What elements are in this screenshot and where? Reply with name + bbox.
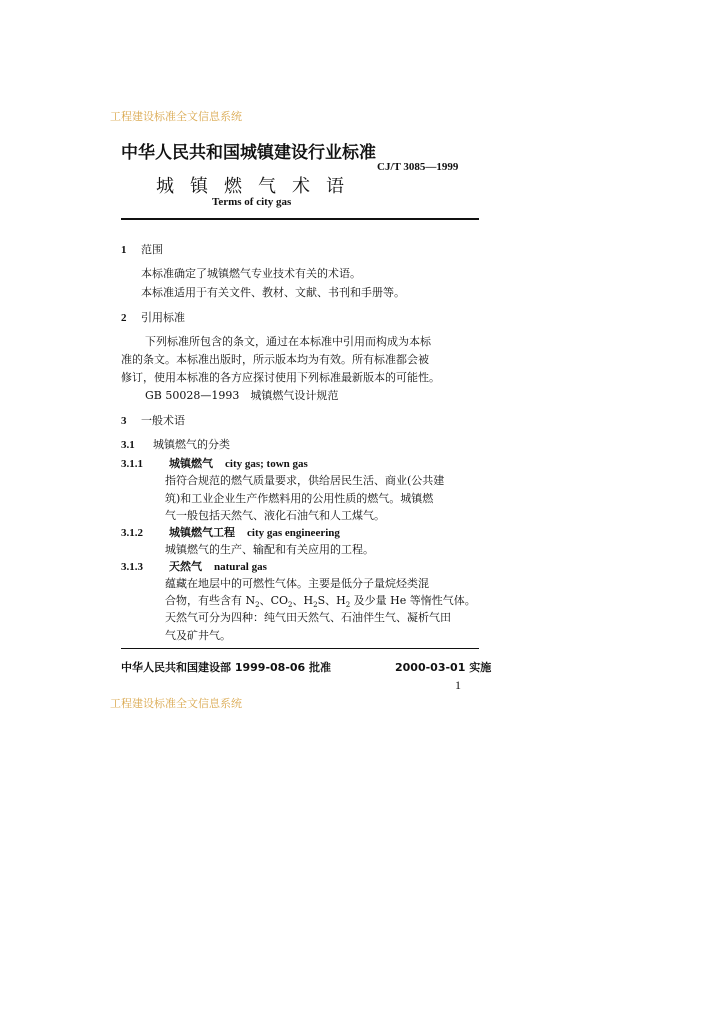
formula-h: 、H <box>292 594 314 607</box>
term-3-1-2-line-1: 城镇燃气的生产、输配和有关应用的工程。 <box>165 543 374 556</box>
section-1-heading <box>121 241 163 257</box>
term-3-1-3-line-2: 天然气可分为四种：纯气田天然气、石油伴生气、凝析气田 <box>165 611 451 624</box>
formula-n-sub: 2 <box>255 601 260 610</box>
effective-date: 2000-03-01 实施 <box>395 661 492 674</box>
formula-prefix: 合物，有些含有 <box>165 594 246 607</box>
approval-text: 中华人民共和国建设部 1999-08-06 批准 <box>121 661 332 674</box>
section-2-line-2: 准的条文。本标准出版时，所示版本均为有效。所有标准都会被 <box>121 353 429 366</box>
subsection-3-1-heading <box>121 436 230 452</box>
standard-title: 中华人民共和国城镇建设行业标准 <box>121 143 376 163</box>
section-2-line-3: 修订，使用本标准的各方应探讨使用下列标准最新版本的可能性。 <box>121 371 440 384</box>
term-3-1-3-line-1: 蕴藏在地层中的可燃性气体。主要是低分子量烷烃类混 <box>165 577 429 590</box>
term-3-1-3-en: natural gas <box>214 561 267 573</box>
term-3-1-1-zh: 城镇燃气 <box>169 457 213 470</box>
formula-suffix: 及少量 He 等惰性气体。 <box>350 594 476 607</box>
section-2-heading <box>121 309 185 325</box>
formula-s: S、H <box>317 594 346 607</box>
term-3-1-3-formula-line <box>165 592 476 609</box>
doc-title-en: Terms of city gas <box>212 196 292 208</box>
section-3-number: 3 <box>121 415 127 427</box>
section-3-heading <box>121 412 185 428</box>
page-number: 1 <box>455 678 461 692</box>
doc-title: 城镇燃气术语 <box>156 176 360 197</box>
section-2-reference: GB 50028—1993 城镇燃气设计规范 <box>145 389 339 402</box>
formula-h-sub: 2 <box>313 601 318 610</box>
header-rule <box>121 218 479 220</box>
subsection-3-1-number: 3.1 <box>121 439 135 451</box>
section-1-number: 1 <box>121 244 127 256</box>
term-3-1-3-number: 3.1.3 <box>121 561 143 573</box>
term-3-1-3-heading <box>121 558 267 574</box>
term-3-1-2-zh: 城镇燃气工程 <box>169 526 235 539</box>
section-2-number: 2 <box>121 312 127 324</box>
term-3-1-1-heading <box>121 455 308 471</box>
footer-rule <box>121 648 479 649</box>
formula-n: N <box>245 594 256 607</box>
section-1-line-1: 本标准确定了城镇燃气专业技术有关的术语。 <box>141 267 361 280</box>
section-1-line-2: 本标准适用于有关文件、教材、文献、书刊和手册等。 <box>141 286 405 299</box>
term-3-1-2-number: 3.1.2 <box>121 527 143 539</box>
section-2-line-1: 下列标准所包含的条文，通过在本标准中引用而构成为本标 <box>145 335 431 348</box>
term-3-1-2-heading <box>121 524 340 540</box>
subsection-3-1-title: 城镇燃气的分类 <box>153 438 230 451</box>
watermark-top: 工程建设标准全文信息系统 <box>110 110 242 123</box>
term-3-1-1-line-1: 指符合规范的燃气质量要求，供给居民生活、商业(公共建 <box>165 474 445 487</box>
term-3-1-3-zh: 天然气 <box>169 560 202 573</box>
formula-co: 、CO <box>259 594 289 607</box>
formula-co-sub: 2 <box>288 601 293 610</box>
term-3-1-1-line-2: 筑)和工业企业生产作燃料用的公用性质的燃气。城镇燃 <box>165 492 434 505</box>
term-3-1-2-en: city gas engineering <box>247 527 340 539</box>
standard-code: CJ/T 3085—1999 <box>377 161 459 173</box>
section-2-title: 引用标准 <box>141 311 185 324</box>
formula-h2-sub: 2 <box>345 601 351 610</box>
watermark-bottom: 工程建设标准全文信息系统 <box>110 697 242 710</box>
term-3-1-1-line-3: 气一般包括天然气、液化石油气和人工煤气。 <box>165 509 385 522</box>
section-3-title: 一般术语 <box>141 414 185 427</box>
section-1-title: 范围 <box>141 243 163 256</box>
term-3-1-1-en: city gas; town gas <box>225 458 308 470</box>
term-3-1-3-line-3: 气及矿井气。 <box>165 629 231 642</box>
term-3-1-1-number: 3.1.1 <box>121 458 143 470</box>
